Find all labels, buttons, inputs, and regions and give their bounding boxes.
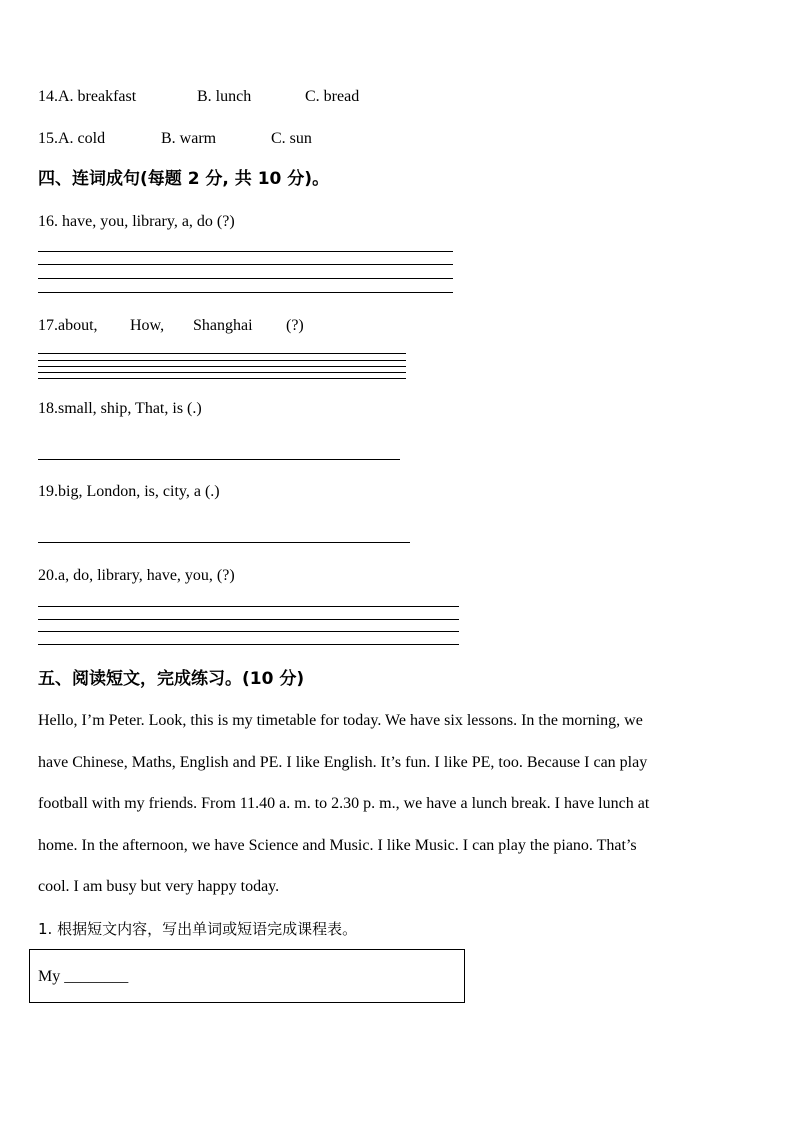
- answer-line: [38, 360, 406, 361]
- passage-line: have Chinese, Maths, English and PE. I like English. It’s fun. I like PE, too. Because I can play: [38, 754, 648, 771]
- q19-prompt: 19.big, London, is, city, a (.): [38, 483, 220, 500]
- q17-word-1: 17.about,: [38, 317, 98, 334]
- answer-line: [38, 251, 453, 252]
- answer-line: [38, 606, 459, 607]
- answer-line: [38, 366, 406, 367]
- q18-prompt: 18.small, ship, That, is (.): [38, 400, 202, 417]
- passage-line: home. In the afternoon, we have Science and Music. I like Music. I can play the piano. That’s: [38, 837, 637, 854]
- q15-option-a: 15.A. cold: [38, 130, 106, 147]
- passage-line: football with my friends. From 11.40 a. m. to 2.30 p. m., we have a lunch break. I have lunch at: [38, 795, 650, 812]
- q15-option-b: B. warm: [161, 130, 217, 147]
- answer-line: [38, 542, 410, 543]
- q17-word-4: (?): [286, 317, 304, 334]
- section5-heading: 五、阅读短文，完成练习。(10 分): [38, 669, 305, 689]
- q20-prompt: 20.a, do, library, have, you, (?): [38, 567, 235, 584]
- q15-option-c: C. sun: [271, 130, 312, 147]
- answer-line: [38, 619, 459, 620]
- q14-option-b: B. lunch: [197, 88, 252, 105]
- answer-line: [38, 353, 406, 354]
- timetable-title: My ________: [38, 968, 129, 985]
- answer-line: [38, 292, 453, 293]
- task1-instruction: 1. 根据短文内容，写出单词或短语完成课程表。: [38, 920, 358, 938]
- passage-line: Hello, I’m Peter. Look, this is my timetable for today. We have six lessons. In the morning, we: [38, 712, 643, 729]
- section4-heading: 四、连词成句(每题 2 分, 共 10 分)。: [38, 169, 330, 189]
- answer-line: [38, 631, 459, 632]
- q17-word-3: Shanghai: [193, 317, 253, 334]
- q17-word-2: How,: [130, 317, 165, 334]
- answer-line: [38, 372, 406, 373]
- q14-option-c: C. bread: [305, 88, 360, 105]
- answer-line: [38, 278, 453, 279]
- q16-prompt: 16. have, you, library, a, do (?): [38, 213, 235, 230]
- q14-option-a: 14.A. breakfast: [38, 88, 137, 105]
- timetable-box: [29, 949, 465, 1003]
- passage-line: cool. I am busy but very happy today.: [38, 878, 280, 895]
- answer-line: [38, 459, 400, 460]
- answer-line: [38, 644, 459, 645]
- answer-line: [38, 264, 453, 265]
- answer-line: [38, 378, 406, 379]
